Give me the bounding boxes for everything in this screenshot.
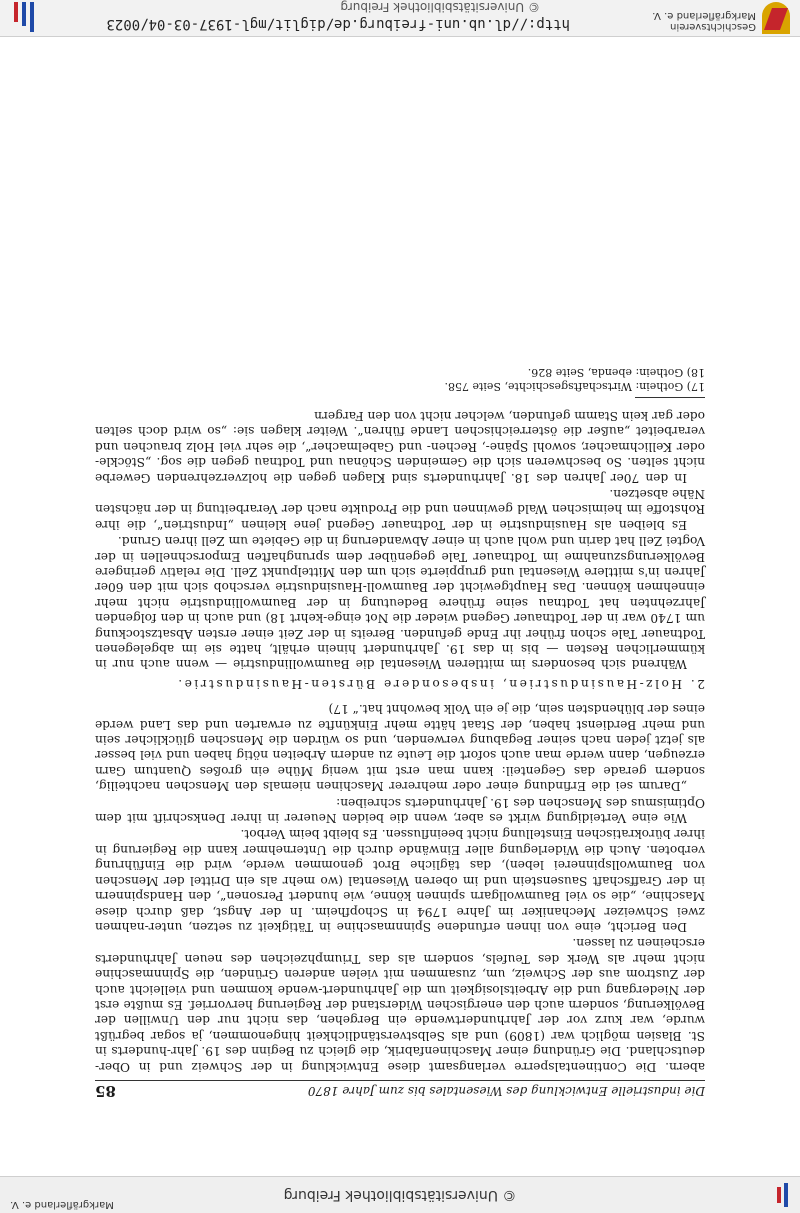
library-logo-icon <box>30 2 34 32</box>
footnote: 18) Gothein: ebenda, Seite 826. <box>527 365 705 379</box>
permalink-url[interactable]: http://dl.ub.uni-freiburg.de/diglit/mgl-1937-03-04/0023 <box>106 16 570 32</box>
society-crest-icon <box>762 2 790 34</box>
running-title: Die industrielle Entwicklung des Wiesentales bis zum Jahre 1870 <box>307 1084 705 1098</box>
paragraph: In den 70er Jahren des 18. Jahrhunderts sind Klagen gegen die holzverzehrenden Gewerbe nicht selten. So beschweren sich die Gemeinden Schönau und Todtnau gegen die sog. „Stöckle- oder Kellichmacher, sowohl Späne-, Rechen- und Gabelmacher“, die sehr viel Holz brauchen und verarbeitet „außer die österreichischen Lande führen“. Weiter klagen sie: „so wird doch selten oder gar kein Stamm gefunden, welcher nicht von den Fargern <box>95 408 705 485</box>
footnote: 17) Gothein: Wirtschaftsgeschichte, Seite 758. <box>444 379 705 393</box>
section-heading: 2. Holz-Hausindustrien, insbesondere Bürsten-Hausindustrie. <box>175 676 705 691</box>
paragraph: Während sich besonders im mittleren Wiesental die Baumwollindustrie — wenn auch nur in kümmerlichen Resten — bis in das 19. Jahrhundert hinein erhält, hatte sie im abgelegenen Todtnauer Tale schon früher ihr Ende gefunden. Bereits in der Zeit einer ersten Absatzstockung um 1740 war in der Todtnauer Gegend wieder die Not einge-kehrt 18) und auch in den folgenden Jahrzehnten hat Todtnau seine frühere Bedeutung in der Baumwollindustrie nicht mehr einnehmen können. Das Hauptgewicht der Baumwoll-Hausindustrie verschob sich mit den 60er Jahren in's mittlere Wiesental und gruppierte sich um den Mittelpunkt Zell. Die relativ geringere Bevölkerungszunahme im Todtnauer Tale gegenüber dem sprunghaften Emporschnellen in der Vogtei Zell hat darin und wohl auch in einer Abwanderung in die Gebiete um Zell ihren Grund. <box>95 534 705 672</box>
viewer-top-bar <box>0 1176 800 1213</box>
footnote-separator <box>635 397 705 398</box>
society-label: Markgräflerland e. V. <box>10 1199 114 1210</box>
bottom-rights-text: © Universitätsbibliothek Freiburg <box>340 0 540 14</box>
society-name <box>652 10 756 32</box>
top-rights-text: © Universitätsbibliothek Freiburg <box>283 1187 517 1203</box>
scanned-page <box>95 365 705 1098</box>
library-logo-icon <box>764 1181 788 1207</box>
society-line-2: Markgräflerland e. V. <box>652 10 756 21</box>
viewer-bottom-bar <box>0 0 800 37</box>
running-header <box>95 1080 705 1098</box>
library-logo-icon <box>14 2 18 22</box>
paragraph: abern. Die Continentalsperre verlangsamt diese Entwicklung in der Schweiz und in Ober-deutschland. Die Gründung einer Maschinenfabrik, die gleich zu Beginn des 19. Jahr-hunderts in St. Blasien möglich war (1809) und als Selbstverständlichkeit hingenommen, ja sogar begrüßt wurde, war kurz vor der Jahrhundertwende ein Bergehen, das nicht nur den Unwillen der Bevölkerung, sondern auch den energischen Widerstand der Regierung hervorrief. Es mußte erst der Niedergang und die Arbeitslosigkeit um die Jahrhundert-wende kommen und vielleicht auch der Zustrom aus der Schweiz, um, zusammen mit vielen anderen Gründen, die Spinnmaschine nicht mehr als Werk des Teufels, sondern als das Triumphzeichen des neuen Jahrhunderts erscheinen zu lassen. <box>95 936 705 1074</box>
paragraph: Wie eine Verteidigung wirkt es aber, wenn die beiden Neuerer in ihrer Denkschrift mit dem Optimismus des Menschen des 19. Jahrhunderts schreiben: <box>95 795 705 826</box>
paragraph: Den Bericht, eine von ihnen erfundene Spinnmaschine in Tätigkeit zu setzen, unter-nahmen zwei Schweizer Mechaniker im Jahre 1794 in Schopfheim. In der Angst, daß durch diese Maschine, „die so viel Baumwollgarn spinnen könne, wie hundert Personen“, den Handspinnern in der Graffschaft Sausenstein und im oberen Wiesental (wo mehr als ein Drittel der Menschen von Baumwollspinnerei leben), das tägliche Brot genommen werde, wird die Einführung verboten. Auch die Widerlegung aller Einwände durch die Unternehmer kann die Regierung in ihrer bürokratischen Einstellung nicht beeinflussen. Es bleibt beim Verbot. <box>95 827 705 934</box>
paragraph: Es bleiben als Hausindustrie in der Todtnauer Gegend jene kleinen „Industrien“, die ihre Rohstoffe im heimischen Wald gewinnen und die Produkte nach der Verarbeitung in der nächsten Nähe absetzen. <box>95 486 705 532</box>
society-line-1: Geschichtsverein <box>670 21 756 32</box>
page-number: 85 <box>95 1082 116 1100</box>
library-logo-icon <box>22 2 26 26</box>
quotation: „Darum sei die Erfindung einer oder mehrerer Maschinen niemals den Menschen nachteilig, sondern gerade das Gegenteil: kann man erst mit wenig Mühe ein großes Quantum Garn erzeugen, dann werde man auch sofort die Leute zu andern Arbeiten nötig haben und viel besser als jetzt jeden nach seiner Begabung verwenden, und so würden die Menschen glücklicher sein und mehr Berdienst haben, der Staat hätte mehr Einkünfte zu erwarten und das Land werde eines der blühendsten sein, die je ein Volk bewohnt hat.“ 17) <box>95 702 705 794</box>
